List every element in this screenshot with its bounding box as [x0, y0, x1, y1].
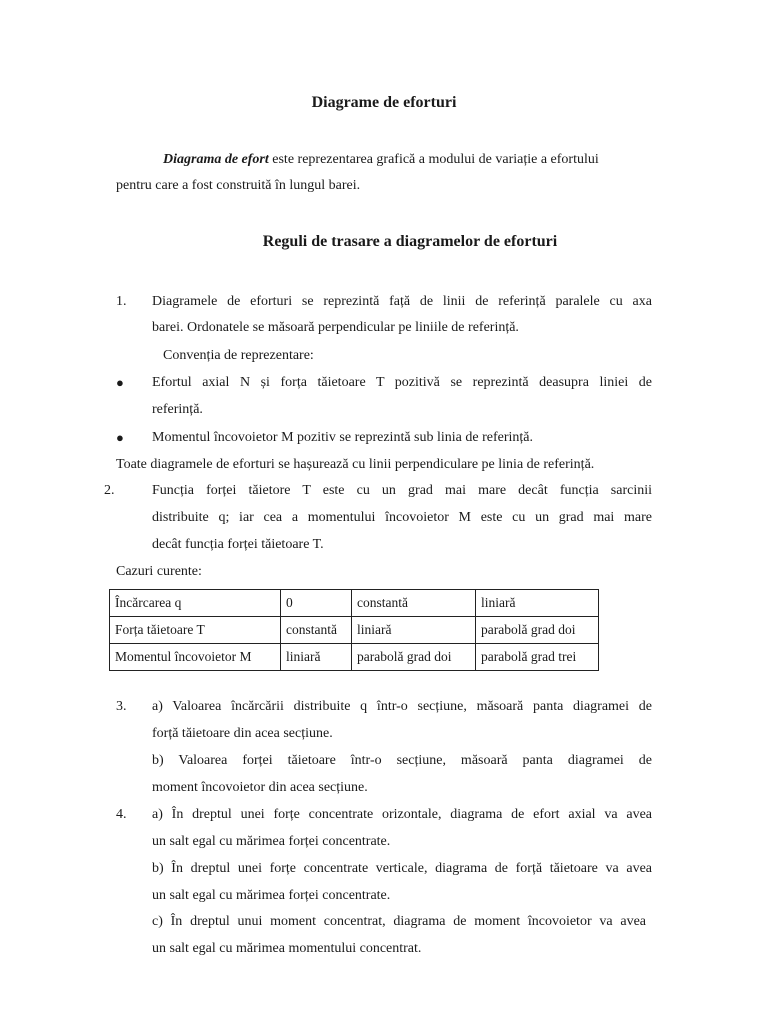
rule-4-a-line-2: un salt egal cu mărimea forței concentrate.	[152, 834, 391, 849]
table-cell: liniară	[476, 590, 599, 617]
bullet-icon: ●	[116, 430, 124, 445]
table-cell: parabolă grad doi	[476, 617, 599, 644]
rule-2-line-3: decât funcția forței tăietoare T.	[152, 537, 324, 552]
rule-3-number: 3.	[116, 699, 127, 714]
convention-label: Convenția de reprezentare:	[163, 348, 314, 363]
rule-4-c-line-1: c) În dreptul unui moment concentrat, diagrama de moment încovoietor va avea	[152, 914, 646, 929]
bullet-1-line-2: referință.	[152, 402, 203, 417]
rule-4-b-line-2: un salt egal cu mărimea forței concentrate.	[152, 888, 391, 903]
rule-4-c-line-2: un salt egal cu mărimea momentului concentrat.	[152, 941, 422, 956]
bullet-2: Momentul încovoietor M pozitiv se reprezintă sub linia de referință.	[152, 430, 533, 445]
table-cell: constantă	[352, 590, 476, 617]
table-cell: Încărcarea q	[110, 590, 281, 617]
rule-1-number: 1.	[116, 294, 127, 309]
rule-4-b-line-1: b) În dreptul unei forțe concentrate verticale, diagrama de forță tăietoare va avea	[152, 861, 652, 876]
table-cell: parabolă grad doi	[352, 644, 476, 671]
cases-label: Cazuri curente:	[116, 564, 202, 579]
intro-term: Diagrama de efort	[163, 152, 269, 167]
table-cell: parabolă grad trei	[476, 644, 599, 671]
rule-1-line-2: barei. Ordonatele se măsoară perpendicular pe liniile de referință.	[152, 320, 519, 335]
rule-3-a-line-2: forță tăietoare din acea secțiune.	[152, 726, 333, 741]
rule-2-line-2: distribuite q; iar cea a momentului încovoietor M este cu un grad mai mare	[152, 510, 652, 525]
table-cell: liniară	[352, 617, 476, 644]
table-cell: Forța tăietoare T	[110, 617, 281, 644]
intro-line-1	[163, 152, 599, 168]
rule-4-a-line-1: a) În dreptul unei forțe concentrate orizontale, diagrama de efort axial va avea	[152, 807, 652, 822]
rule-2-number: 2.	[104, 483, 115, 498]
table-row	[110, 617, 599, 644]
rule-2-line-1: Funcția forței tăietore T este cu un grad mai mare decât funcția sarcinii	[152, 483, 652, 498]
rule-1-line-1: Diagramele de eforturi se reprezintă față de linii de referință paralele cu axa	[152, 294, 652, 309]
bullet-1-line-1: Efortul axial N și forța tăietoare T pozitivă se reprezintă deasupra liniei de	[152, 375, 652, 390]
table-row	[110, 590, 599, 617]
table-cell: liniară	[281, 644, 352, 671]
intro-line-1-rest: este reprezentarea grafică a modului de variație a efortului	[268, 152, 599, 167]
rule-3-b-line-1: b) Valoarea forței tăietoare într-o secțiune, măsoară panta diagramei de	[152, 753, 652, 768]
hatch-note: Toate diagramele de eforturi se hașurează cu linii perpendiculare pe linia de referință.	[116, 457, 595, 472]
cases-table	[109, 589, 599, 671]
table-cell: constantă	[281, 617, 352, 644]
rule-3-b-line-2: moment încovoietor din acea secțiune.	[152, 780, 368, 795]
page-title: Diagrame de eforturi	[311, 94, 457, 111]
bullet-icon: ●	[116, 375, 124, 390]
table-row	[110, 644, 599, 671]
rule-3-a-line-1: a) Valoarea încărcării distribuite q într-o secțiune, măsoară panta diagramei de	[152, 699, 652, 714]
intro-line-2: pentru care a fost construită în lungul barei.	[116, 178, 361, 193]
table-cell: Momentul încovoietor M	[110, 644, 281, 671]
table-cell: 0	[281, 590, 352, 617]
section-title: Reguli de trasare a diagramelor de eforturi	[262, 233, 558, 250]
rule-4-number: 4.	[116, 807, 127, 822]
